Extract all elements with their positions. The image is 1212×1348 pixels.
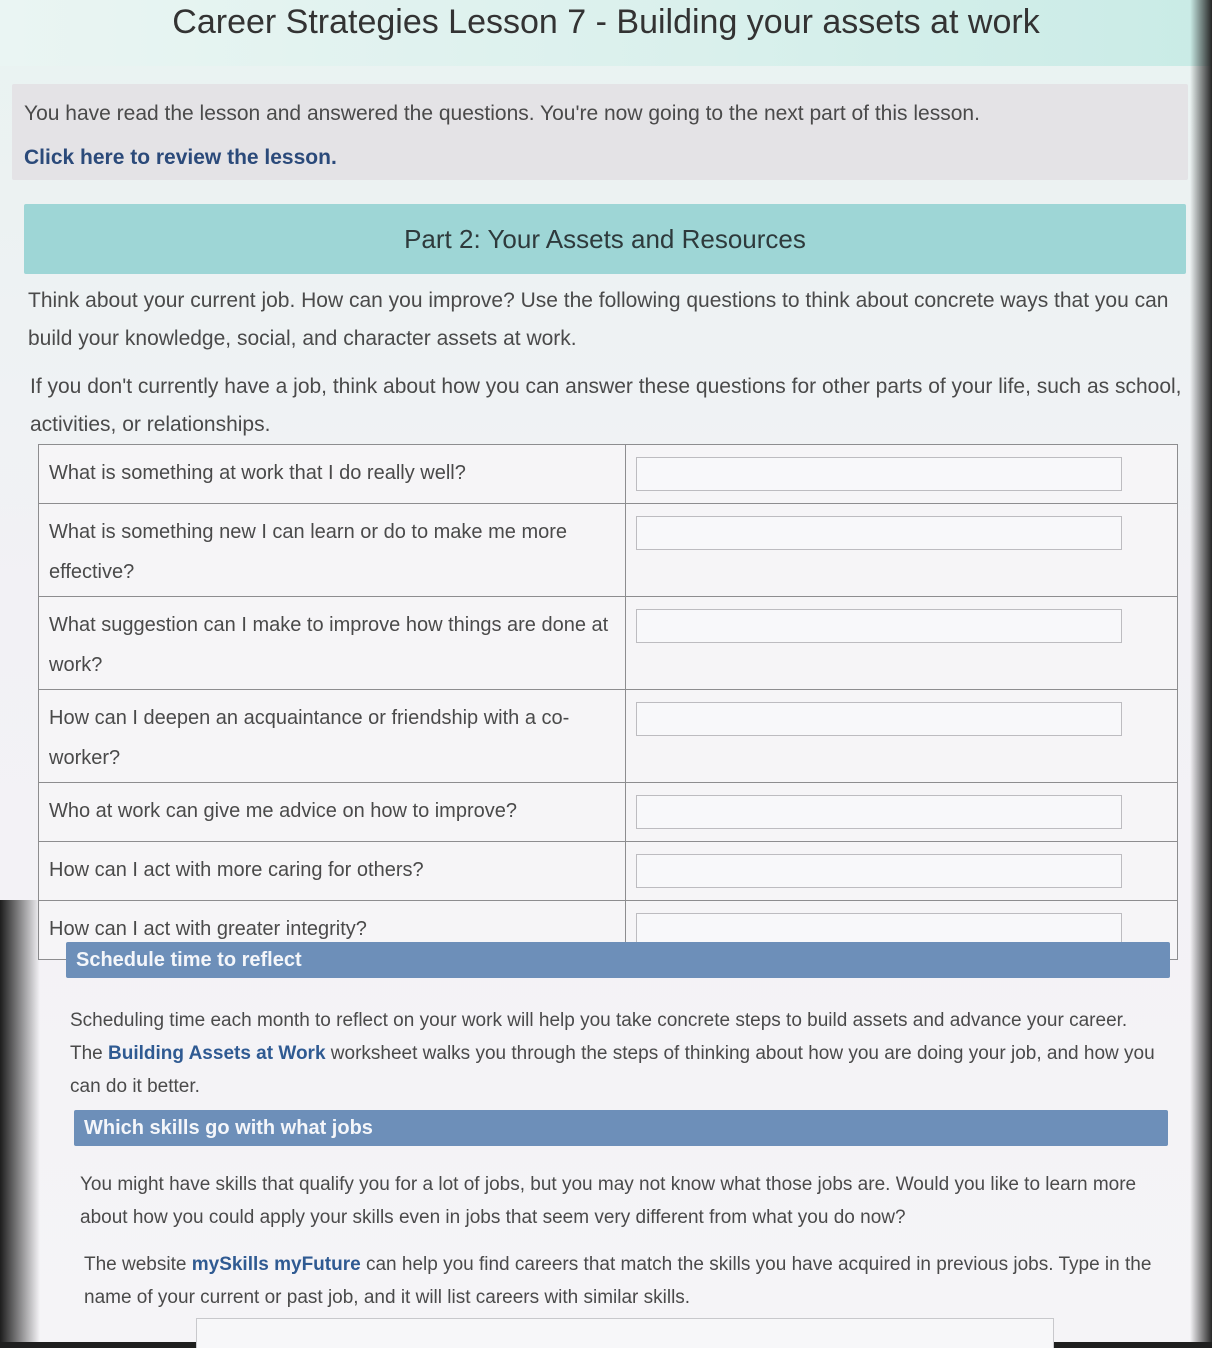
skills-text-before: The website: [84, 1254, 192, 1275]
table-row: [39, 783, 1178, 842]
part-heading: Part 2: Your Assets and Resources: [24, 204, 1186, 274]
question-cell: What is something at work that I do really well?: [39, 445, 626, 504]
table-row: [39, 842, 1178, 901]
answer-input-6[interactable]: [636, 854, 1122, 888]
questions-table: [38, 444, 1178, 960]
page-title: Career Strategies Lesson 7 - Building your assets at work: [172, 3, 1040, 41]
title-bar: [0, 0, 1212, 66]
table-row: [39, 690, 1178, 783]
table-row: [39, 597, 1178, 690]
answer-cell: [626, 445, 1178, 504]
screen-bezel-right: [1190, 0, 1212, 1342]
answer-cell: [626, 842, 1178, 901]
question-cell: How can I act with more caring for others?: [39, 842, 626, 901]
notice-box: [12, 84, 1188, 180]
table-row: [39, 504, 1178, 597]
question-cell: How can I deepen an acquaintance or friendship with a co-worker?: [39, 690, 626, 783]
table-row: [39, 445, 1178, 504]
question-cell: What suggestion can I make to improve how things are done at work?: [39, 597, 626, 690]
job-search-input[interactable]: [196, 1318, 1054, 1348]
answer-input-5[interactable]: [636, 795, 1122, 829]
screen-bezel-left: [0, 900, 40, 1342]
answer-input-3[interactable]: [636, 609, 1122, 643]
answer-input-4[interactable]: [636, 702, 1122, 736]
answer-input-1[interactable]: [636, 457, 1122, 491]
intro-paragraph-1: Think about your current job. How can you improve? Use the following questions to think about concrete ways that you can build your knowledge, social, and character assets at work.: [28, 289, 1169, 350]
skills-text-after: can help you find careers that match the skills you have acquired in previous jobs. Type in the name of your current or past job, and it will list careers with similar skills.: [84, 1254, 1152, 1308]
reflect-text-before: Scheduling time each month to reflect on your work will help you take concrete steps to build assets and advance your career. The: [70, 1010, 1128, 1064]
reflect-paragraph: [70, 1004, 1162, 1103]
answer-cell: [626, 783, 1178, 842]
review-lesson-link[interactable]: Click here to review the lesson.: [24, 146, 337, 169]
notice-text: You have read the lesson and answered the questions. You're now going to the next part of this lesson.: [24, 102, 980, 125]
answer-cell: [626, 690, 1178, 783]
answer-cell: [626, 597, 1178, 690]
question-cell: How can I act with greater integrity?: [39, 901, 626, 960]
skills-paragraph-2: [84, 1248, 1160, 1314]
reflect-text-after: worksheet walks you through the steps of thinking about how you are doing your job, and how you can do it better.: [70, 1043, 1155, 1097]
question-cell: Who at work can give me advice on how to improve?: [39, 783, 626, 842]
reflect-section-heading: Schedule time to reflect: [66, 942, 1170, 978]
intro-paragraph-2: If you don't currently have a job, think about how you can answer these questions for other parts of your life, such as school, activities, or relationships.: [30, 375, 1182, 436]
answer-input-2[interactable]: [636, 516, 1122, 550]
skills-paragraph-1: You might have skills that qualify you for a lot of jobs, but you may not know what those jobs are. Would you like to learn more about how you could apply your skills even in jobs that seem very different from what you do now?: [80, 1174, 1137, 1228]
building-assets-worksheet-link[interactable]: Building Assets at Work: [108, 1043, 326, 1064]
answer-cell: [626, 504, 1178, 597]
myskills-myfuture-link[interactable]: mySkills myFuture: [191, 1254, 361, 1275]
question-cell: What is something new I can learn or do to make me more effective?: [39, 504, 626, 597]
skills-section-heading: Which skills go with what jobs: [74, 1110, 1168, 1146]
